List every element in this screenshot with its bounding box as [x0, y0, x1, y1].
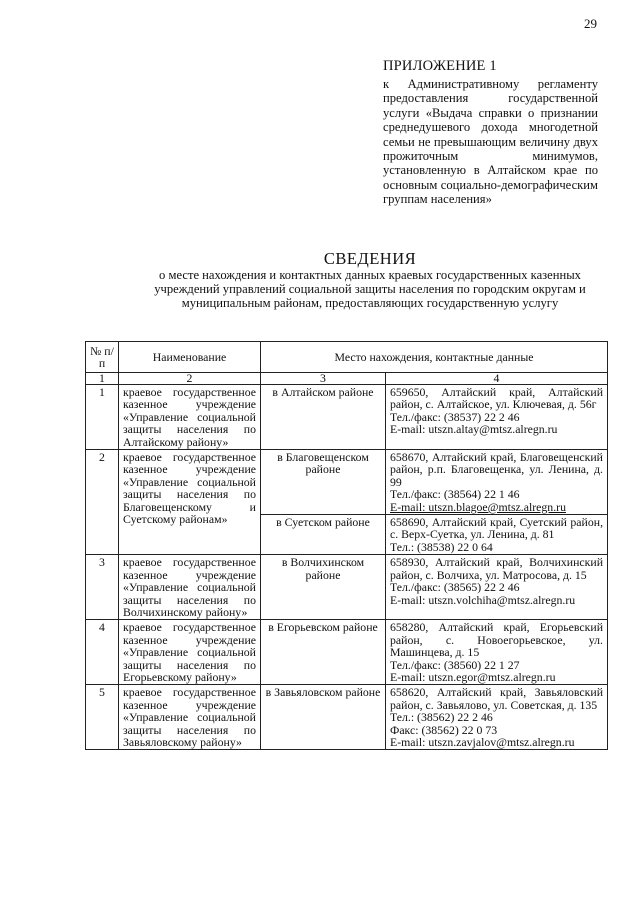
institution-name: краевое государственное казенное учреждение «Управление социальной защиты населения по Волчихинскому району» — [119, 555, 261, 620]
table-row — [86, 555, 608, 620]
address: 658670, Алтайский край, Благовещенский район, р.п. Благовещенка, ул. Ленина, д. 99 — [390, 450, 604, 489]
phone: Тел.: (38562) 22 2 46 — [390, 710, 493, 725]
district: в Суетском районе — [261, 515, 386, 555]
address: 659650, Алтайский край, Алтайский район, с. Алтайское, ул. Ключевая, д. 56г — [390, 385, 604, 412]
phone: Тел./факс: (38560) 22 1 27 — [390, 657, 520, 672]
address: 658280, Алтайский край, Егорьевский район, с. Новоегорьевское, ул. Машинцева, д. 15 — [390, 620, 604, 660]
header-num: № п/п — [86, 342, 119, 373]
institution-name: краевое государственное казенное учреждение «Управление социальной защиты населения по Егорьевскому району» — [119, 620, 261, 685]
phone: Тел.: (38538) 22 0 64 — [390, 539, 493, 554]
email: E-mail: utszn.volchiha@mtsz.alregn.ru — [390, 592, 576, 607]
column-number: 2 — [119, 373, 261, 385]
row-number: 2 — [86, 450, 119, 555]
column-number: 1 — [86, 373, 119, 385]
column-number: 4 — [386, 373, 608, 385]
contact-details — [386, 515, 608, 555]
table-row — [86, 450, 608, 515]
contact-details — [386, 385, 608, 450]
contact-details — [386, 450, 608, 515]
appendix-text: к Административному регламенту предоставления государственной услуги «Выдача справки о признании среднедушевого дохода многодетной семьи не превышающим величину двух прожиточным минимумов, установленную в Алтайском крае по основным социально-демографическим группам населения» — [383, 77, 598, 207]
header-name: Наименование — [119, 342, 261, 373]
page-number: 29 — [584, 16, 597, 31]
district: в Алтайском районе — [261, 385, 386, 450]
email: E-mail: utszn.blagoe@mtsz.alregn.ru — [390, 499, 566, 514]
contact-details — [386, 685, 608, 750]
phone: Тел./факс: (38564) 22 1 46 — [390, 487, 520, 502]
institutions-table — [85, 341, 608, 750]
email: E-mail: utszn.egor@mtsz.alregn.ru — [390, 669, 556, 684]
row-number: 1 — [86, 385, 119, 450]
table-row — [86, 685, 608, 750]
document-heading — [100, 250, 640, 311]
address: 658930, Алтайский край, Волчихинский район, с. Волчиха, ул. Матросова, д. 15 — [390, 555, 604, 582]
address: 658620, Алтайский край, Завьяловский район, с. Завьялово, ул. Советская, д. 135 — [390, 685, 604, 712]
row-number: 5 — [86, 685, 119, 750]
table-header-row — [86, 342, 608, 373]
table-row — [86, 620, 608, 685]
row-number: 3 — [86, 555, 119, 620]
email: E-mail: utszn.altay@mtsz.alregn.ru — [390, 422, 558, 437]
district: в Благовещенском районе — [261, 450, 386, 515]
institution-name: краевое государственное казенное учреждение «Управление социальной защиты населения по Завьяловскому району» — [119, 685, 261, 750]
table-row — [86, 385, 608, 450]
column-number: 3 — [261, 373, 386, 385]
district: в Волчихинском районе — [261, 555, 386, 620]
address: 658690, Алтайский край, Суетский район, с. Верх-Суетка, ул. Ленина, д. 81 — [390, 515, 604, 542]
row-number: 4 — [86, 620, 119, 685]
district: в Егорьевском районе — [261, 620, 386, 685]
phone: Тел./факс: (38565) 22 2 46 — [390, 580, 520, 595]
header-location: Место нахождения, контактные данные — [261, 342, 608, 373]
district: в Завьяловском районе — [261, 685, 386, 750]
heading-subtitle: о месте нахождения и контактных данных краевых государственных казенных учреждений управлений социальной защиты населения по городским округам и муниципальным районам, предоставляющих государственную услугу — [154, 268, 586, 311]
contact-details — [386, 555, 608, 620]
email: E-mail: utszn.zavjalov@mtsz.alregn.ru — [390, 734, 575, 749]
phone: Тел./факс: (38537) 22 2 46 — [390, 409, 520, 424]
heading-title: СВЕДЕНИЯ — [323, 249, 417, 268]
institution-name: краевое государственное казенное учреждение «Управление социальной защиты населения по Благовещенскому и Суетскому районам» — [119, 450, 261, 555]
contact-details — [386, 620, 608, 685]
fax: Факс: (38562) 22 0 73 — [390, 722, 498, 737]
appendix-block — [383, 58, 598, 207]
column-number-row — [86, 373, 608, 385]
appendix-title: ПРИЛОЖЕНИЕ 1 — [383, 58, 497, 74]
institution-name: краевое государственное казенное учреждение «Управление социальной защиты населения по Алтайскому району» — [119, 385, 261, 450]
